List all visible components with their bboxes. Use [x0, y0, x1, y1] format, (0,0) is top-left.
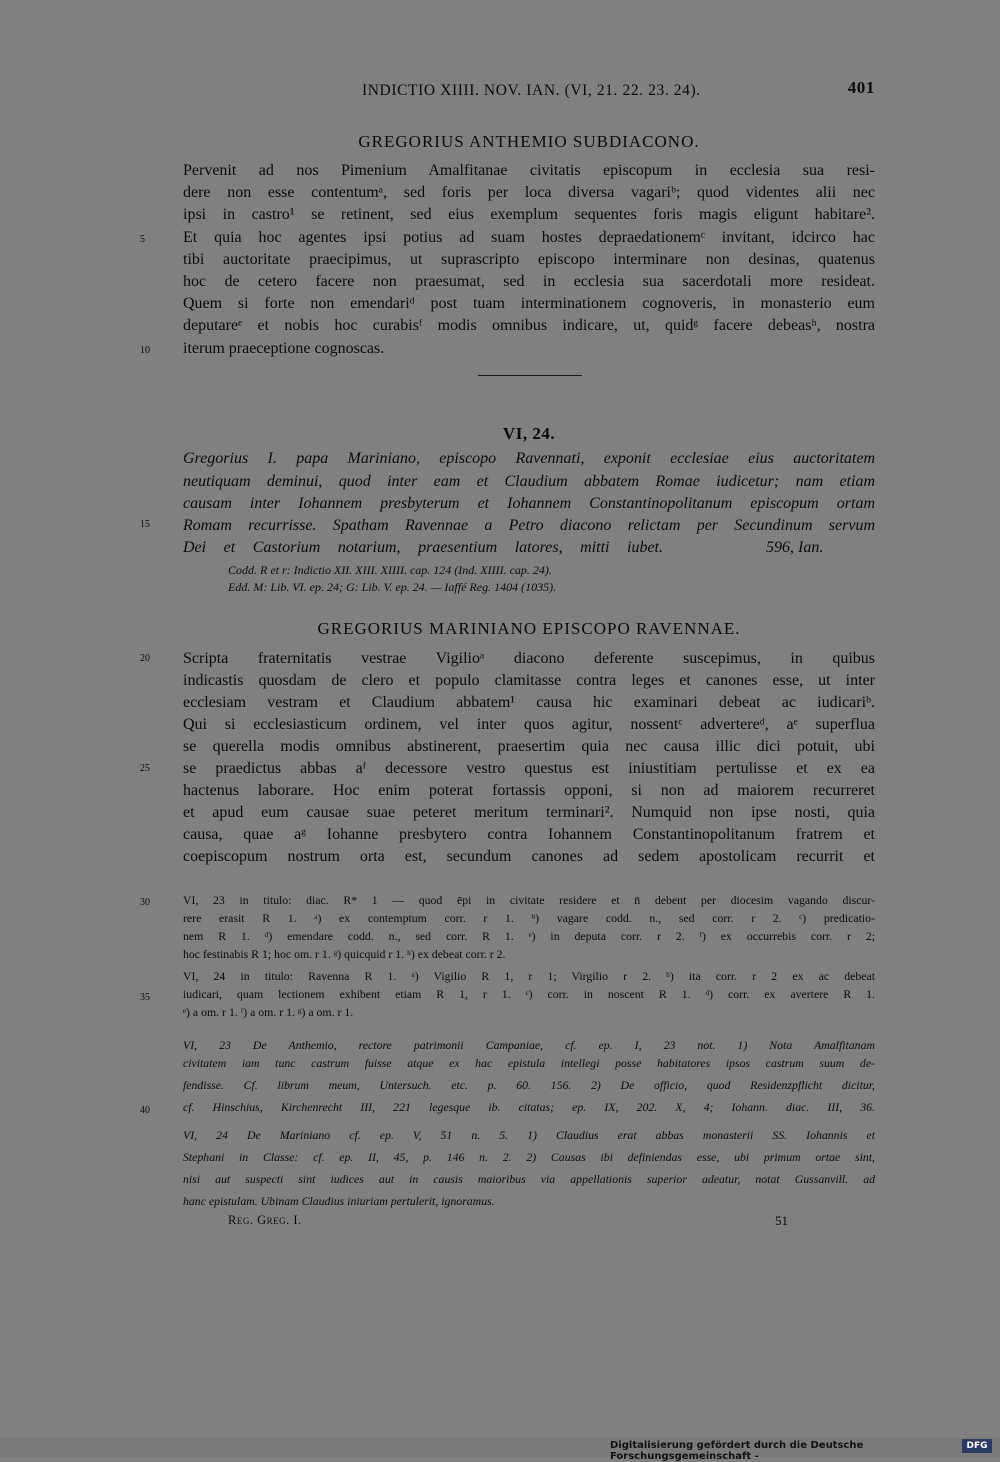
- line-number: 25: [140, 763, 150, 774]
- section-divider: [478, 375, 582, 376]
- note-line: civitatem iam tunc castrum fuisse atque ex hac epistula intellegi posse habitatores ipsos castrum suum de-: [183, 1056, 875, 1070]
- sheet-number: 51: [775, 1213, 788, 1228]
- summary-line: Gregorius I. papa Mariniano, episcopo Ravennati, exponit ecclesiae eius auctoritatem: [183, 450, 875, 467]
- letter2-heading: GREGORIUS MARINIANO EPISCOPO RAVENNAE.: [317, 619, 741, 638]
- text-line: hactenus laborare. Hoc enim poterat fortassis opponi, si non ad maiorem recurreret: [183, 782, 875, 799]
- note-line: hanc epistulam. Ubinam Claudius iniuriam pertulerit, ignoramus.: [183, 1194, 495, 1208]
- text-line: causa, quae aᵍ Iohanne presbytero contra Iohannem Constantinopolitanum fratrem et: [183, 826, 875, 843]
- funding-notice: Digitalisierung gefördert durch die Deutsche Forschungsgemeinschaft -: [610, 1440, 864, 1462]
- line-number: 20: [140, 653, 150, 664]
- note-line: VI, 23 De Anthemio, rectore patrimonii Campaniae, cf. ep. I, 23 not. 1) Nota Amalfitanam: [183, 1038, 875, 1052]
- apparatus-line: VI, 24 in titulo: Ravenna R 1. ᵃ) Vigilio R 1, r 1; Virgilio r 2. ᵇ) ita corr. r 2 ex ac debeat: [183, 969, 875, 983]
- apparatus-line: ᵉ) a om. r 1. ᶠ) a om. r 1. ᵍ) a om. r 1.: [183, 1005, 354, 1019]
- text-line: et apud eum causae suae peteret meritum terminari². Numquid non ipse nosti, quia: [183, 804, 875, 821]
- codices-line: Codd. R et r: Indictio XII. XIII. XIIII. cap. 124 (Ind. XIIII. cap. 24).: [228, 563, 552, 577]
- summary-line: Dei et Castorium notarium, praesentium latores, mitti iubet.: [183, 539, 663, 556]
- line-number: 40: [140, 1105, 150, 1116]
- text-line: Pervenit ad nos Pimenium Amalfitanae civitatis episcopum in ecclesia sua resi-: [183, 162, 875, 179]
- text-line: tibi auctoritate praecipimus, ut suprascripto episcopo interminare non desinas, quatenus: [183, 251, 875, 268]
- summary-line: Romam recurrisse. Spatham Ravennae a Petro diacono relictam per Secundinum servum: [183, 517, 875, 534]
- text-line: se praedictus abbas aᶠ decessore vestro questus est iniustitiam pertulisse et ex ea: [183, 760, 875, 777]
- line-number: 35: [140, 992, 150, 1003]
- page-number: 401: [847, 78, 875, 97]
- line-number: 5: [140, 234, 145, 245]
- letter-date: 596, Ian.: [766, 539, 824, 556]
- note-line: fendisse. Cf. librum meum, Untersuch. etc. p. 60. 156. 2) De officio, quod Residenzpflicht dicitur,: [183, 1078, 875, 1092]
- apparatus-line: hoc festinabis R 1; hoc om. r 1. ᵍ) quicquid r 1. ʰ) ex debeat corr. r 2.: [183, 947, 506, 961]
- apparatus-line: nem R 1. ᵈ) emendare codd. n., sed corr. R 1. ᵉ) in deputa corr. r 2. ᶠ) ex occurrebis corr. r 2;: [183, 929, 875, 943]
- summary-line: causam inter Iohannem presbyterum et Iohannem Constantinopolitanum episcopum ortam: [183, 495, 875, 512]
- summary-line: neutiquam deminui, quod inter eam et Claudium abbatem Romae iudicetur; nam etiam: [183, 473, 875, 490]
- text-line: ipsi in castro¹ se retinent, sed eius exemplum sequentes foris magis eligunt habitare².: [183, 206, 875, 223]
- running-header: [230, 78, 875, 106]
- apparatus-line: rere erasit R 1. ᵃ) ex contemptum corr. r 1. ᵇ) vagare codd. n., sed corr. r 2. ᶜ) predicatio-: [183, 911, 875, 925]
- text-line: ecclesiam vestram et Claudium abbatem¹ causa hic examinari debeat ac iudicariᵇ.: [183, 694, 875, 711]
- note-line: VI, 24 De Mariniano cf. ep. V, 51 n. 5. 1) Claudius erat abbas monasterii SS. Iohannis et: [183, 1128, 875, 1142]
- dfg-logo: DFG: [962, 1439, 992, 1453]
- apparatus-line: VI, 23 in titulo: diac. R* 1 — quod ēpi in civitate residere et n̄ debent per diocesim vagando discur-: [183, 893, 875, 907]
- text-line: Et quia hoc agentes ipsi potius ad suam hostes depraedationemᶜ invitant, idcirco hac: [183, 229, 875, 246]
- note-line: cf. Hinschius, Kirchenrecht III, 221 legesque ib. citatas; ep. IX, 202. X, 4; Iohann. diac. III, 36.: [183, 1100, 875, 1114]
- running-title: INDICTIO XIIII. NOV. IAN. (VI, 21. 22. 23. 24).: [362, 82, 701, 99]
- text-line: hoc de cetero facere non praesumat, sed in ecclesia sua sacerdotali more resideat.: [183, 273, 875, 290]
- editions-line: Edd. M: Lib. VI. ep. 24; G: Lib. V. ep. 24. — Iaffé Reg. 1404 (1035).: [228, 580, 557, 594]
- text-line: se querella modis omnibus abstinerent, praesertim quia nec causa illic dici potuit, ubi: [183, 738, 875, 755]
- text-line: Quem si forte non emendariᵈ post tuam interminationem cognoveris, in monasterio eum: [183, 295, 875, 312]
- text-line: deputareᵉ et nobis hoc curabisᶠ modis omnibus indicare, ut, quidᵍ facere debeasʰ, nostra: [183, 317, 875, 334]
- line-number: 10: [140, 345, 150, 356]
- text-line: iterum praeceptione cognoscas.: [183, 340, 385, 357]
- note-line: Stephani in Classe: cf. ep. II, 45, p. 146 n. 2. 2) Causas ibi definiendas esse, ubi primum ortae sint,: [183, 1150, 875, 1164]
- text-line: coepiscopum nostrum orta est, secundum canones ad sedem apostolicam recurrit et: [183, 848, 875, 865]
- text-line: indicastis quosdam de clero et populo clamitasse contra leges et canones esse, ut inter: [183, 672, 875, 689]
- line-number: 15: [140, 519, 150, 530]
- apparatus-line: iudicari, quam lectionem exhibent etiam R 1, r 1. ᶜ) corr. in noscent R 1. ᵈ) corr. ex avertere R 1.: [183, 987, 875, 1001]
- line-number: 30: [140, 897, 150, 908]
- letter1-heading: GREGORIUS ANTHEMIO SUBDIACONO.: [358, 132, 700, 151]
- letter-number: VI, 24.: [502, 424, 556, 443]
- note-line: nisi aut suspecti sint iudices aut in causis maioribus via appellationis superior adeatur, notat Gussanvill. ad: [183, 1172, 875, 1186]
- text-line: Qui si ecclesiasticum ordinem, vel inter quos agitur, nossentᶜ advertereᵈ, aᵉ superflua: [183, 716, 875, 733]
- sheet-signature: Reg. Greg. I.: [228, 1213, 302, 1227]
- text-line: Scripta fraternitatis vestrae Vigilioᵃ diacono deferente suscepimus, in quibus: [183, 650, 875, 667]
- text-line: dere non esse contentumᵃ, sed foris per loca diversa vagariᵇ; quod videntes alii nec: [183, 184, 875, 201]
